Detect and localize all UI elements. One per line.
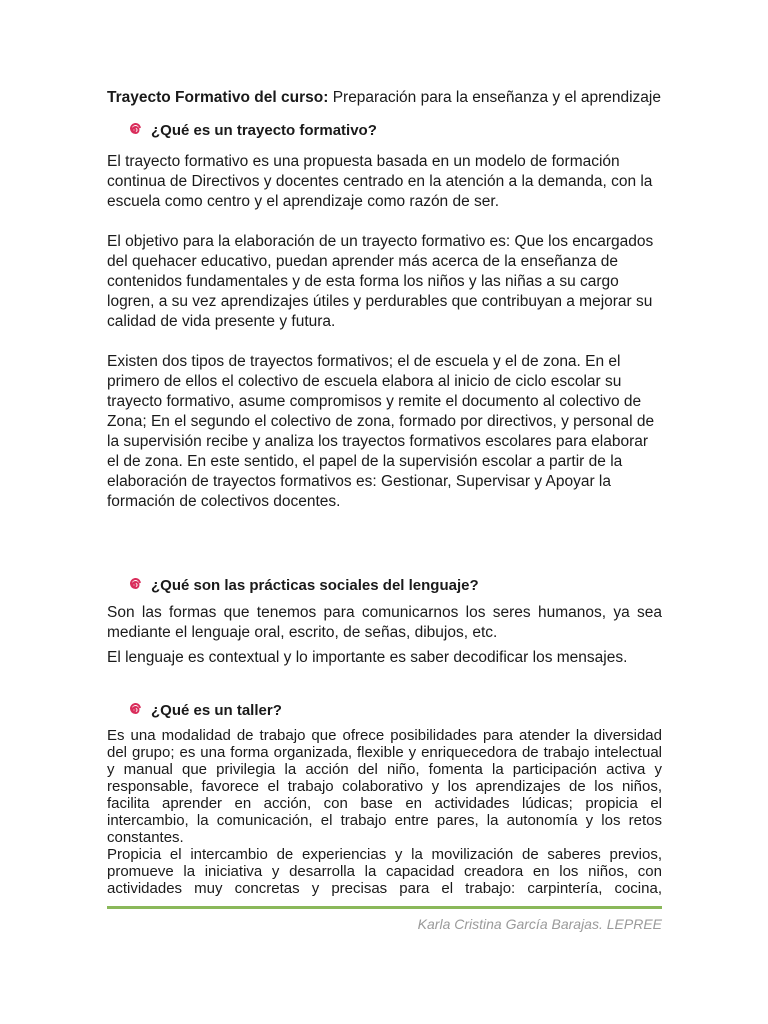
paragraph: El trayecto formativo es una propuesta basada en un modelo de formación continua de Directivos y docentes centrado en la atención a la demanda, con la escuela como centro y el aprendizaje como razón de ser. [107,153,653,210]
section-heading-practicas [127,576,479,596]
paragraph-line: constantes. [107,829,184,846]
paragraph-line: promueve la iniciativa y desarrolla la capacidad creadora en los niños, con [107,863,662,880]
section-heading-text: ¿Qué son las prácticas sociales del lenguaje? [151,577,479,594]
paragraph-line: Son las formas que tenemos para comunicarnos los seres humanos, ya sea [107,604,662,621]
paragraph-line: responsable, favorece el trabajo colaborativo y los aprendizajes de los niños, [107,778,662,795]
paragraph-line: y manual que privilegia la acción del niño, fomenta la participación activa y [107,761,662,778]
paragraph-line: intercambio, la comunicación, el trabajo entre pares, la autonomía y los retos [107,812,662,829]
spiral-bullet-icon [127,703,141,717]
paragraph-line: Es una modalidad de trabajo que ofrece posibilidades para atender la diversidad [107,727,662,744]
document-title [107,88,661,108]
paragraph [107,603,662,643]
spiral-bullet-icon [127,578,141,592]
title-label: Trayecto Formativo del curso: [107,89,329,106]
paragraph-line: mediante el lenguaje oral, escrito, de señas, dibujos, etc. [107,624,498,641]
paragraph-line: facilita aprender en acción, con base en actividades lúdicas; propicia el [107,795,662,812]
section-heading-text: ¿Qué es un taller? [151,702,282,719]
paragraph-line: actividades muy concretas y precisas para el trabajo: carpintería, cocina, [107,880,662,897]
section-heading-text: ¿Qué es un trayecto formativo? [151,122,377,139]
paragraph-line: Propicia el intercambio de experiencias y la movilización de saberes previos, [107,846,662,863]
paragraph [107,727,662,897]
paragraph: El lenguaje es contextual y lo importante es saber decodificar los mensajes. [107,649,628,666]
paragraph: Existen dos tipos de trayectos formativos; el de escuela y el de zona. En el primero de ellos el colectivo de escuela elabora al inicio de ciclo escolar su trayecto formativo, asume compromisos y remite el documento al colectivo de Zona; En el segundo el colectivo de zona, formado por directivos, y personal de la supervisión recibe y analiza los trayectos formativos escolares para elaborar el de zona. En este sentido, el papel de la supervisión escolar a partir de la elaboración de trayectos formativos es: Gestionar, Supervisar y Apoyar la formación de colectivos docentes. [107,353,655,510]
paragraph: El objetivo para la elaboración de un trayecto formativo es: Que los encargados del quehacer educativo, puedan aprender más acerca de la enseñanza de contenidos fundamentales y de esta forma los niños y las niñas a su cargo logren, a su vez aprendizajes útiles y perdurables que contribuyan a mejorar su calidad de vida presente y futura. [107,233,654,330]
page-footer: Karla Cristina García Barajas. LEPREE [417,916,662,932]
section-heading-trayecto [127,121,377,141]
section-heading-taller [127,701,282,721]
title-value: Preparación para la enseñanza y el aprendizaje [332,89,661,106]
footer-divider [107,906,662,909]
paragraph-line: del grupo; es una forma organizada, flexible y enriquecedora de trabajo intelectual [107,744,662,761]
spiral-bullet-icon [127,123,141,137]
